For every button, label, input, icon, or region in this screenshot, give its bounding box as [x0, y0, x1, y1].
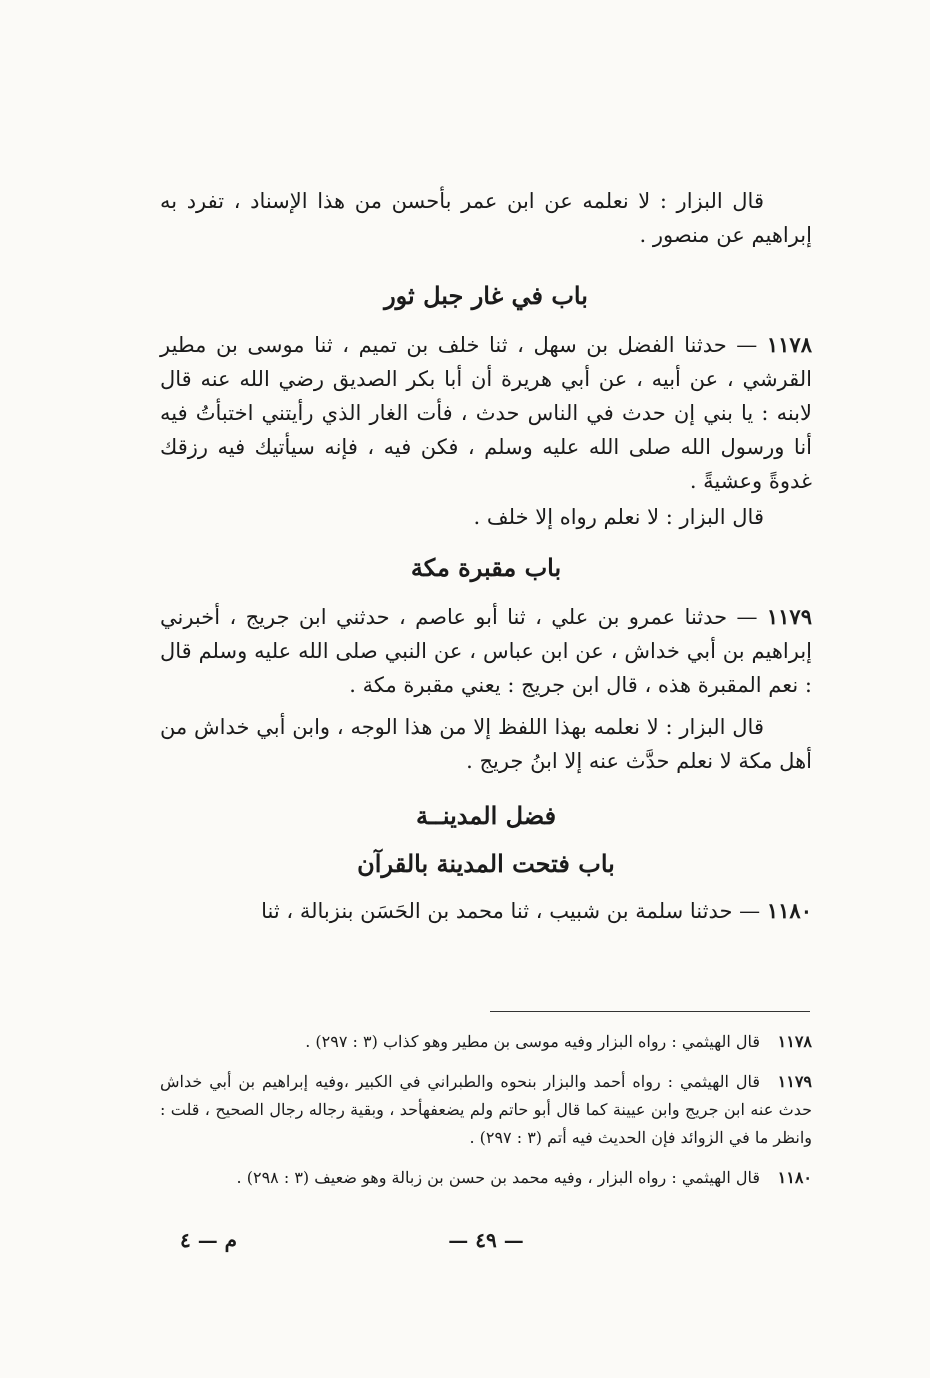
footnote: [160, 1164, 812, 1192]
section-heading: باب في غار جبل ثور: [384, 281, 588, 310]
paragraph: قال البزار : لا نعلم رواه إلا خلف .: [473, 505, 764, 529]
footnote-divider: [490, 1011, 810, 1012]
hadith-number: ١١٨٠: [766, 898, 812, 923]
footnote-text: قال الهيثمي : رواه البزار ، وفيه محمد بن حسن بن زبالة وهو ضعيف (٣ : ٢٩٨) .: [236, 1168, 760, 1187]
footnote-text: قال الهيثمي : رواه البزار وفيه موسى بن مطير وهو كذاب (٣ : ٢٩٧) .: [305, 1032, 760, 1051]
paragraph: قال البزار : لا نعلمه عن ابن عمر بأحسن من هذا الإسناد ، تفرد به إبراهيم عن منصور .: [160, 189, 812, 247]
chapter-heading: فضل المدينــة: [415, 801, 557, 830]
footnote: [160, 1028, 812, 1056]
main-text: [160, 184, 812, 928]
hadith-1180: [160, 894, 812, 928]
hadith-1179: [160, 600, 812, 702]
section-heading: باب فتحت المدينة بالقرآن: [357, 849, 615, 878]
paragraph: قال البزار : لا نعلمه بهذا اللفظ إلا من هذا الوجه ، وابن أبي خداش من أهل مكة لا نعلم حدَّث عنه إلا ابنُ جريج .: [160, 715, 812, 773]
footnote: [160, 1068, 812, 1152]
footnote-number: ١١٧٨: [777, 1032, 812, 1051]
signature-mark: م — ٤: [180, 1228, 238, 1252]
footnote-text: قال الهيثمي : رواه أحمد والبزار بنحوه والطبراني في الكبير ،وفيه إبراهيم بن أبي خداش حدث عنه ابن جريج وابن عيينة كما قال أبو حاتم ولم يضعفهأحد ، وبقية رجاله رجال الصحيح ، قلت : وانظر ما في الزوائد فإن الحديث فيه أتم (٣ : ٢٩٧) .: [160, 1072, 812, 1147]
hadith-text: — حدثنا سلمة بن شبيب ، ثنا محمد بن الحَسَن بنزبالة ، ثنا: [261, 899, 761, 923]
footnote-number: ١١٨٠: [777, 1168, 812, 1187]
footnote-number: ١١٧٩: [777, 1072, 812, 1091]
page-footer: [160, 1228, 812, 1258]
hadith-text: — حدثنا عمرو بن علي ، ثنا أبو عاصم ، حدثني ابن جريج ، أخبرني إبراهيم بن أبي خداش ، عن ابن عباس ، عن النبي صلى الله عليه وسلم قال : نعم المقبرة هذه ، قال ابن جريج : يعني مقبرة مكة .: [160, 605, 812, 697]
hadith-number: ١١٧٨: [766, 332, 812, 357]
section-heading: باب مقبرة مكة: [410, 553, 562, 582]
hadith-text: — حدثنا الفضل بن سهل ، ثنا خلف بن تميم ، ثنا موسى بن مطير القرشي ، عن أبيه ، عن أبي هريرة أن أبا بكر الصديق رضي الله عنه قال لابنه : يا بني إن حدث في الناس حدث ، فأت الغار الذي رأيتني اختبأتُ فيه أنا ورسول الله صلى الله عليه وسلم ، فكن فيه ، فإنه سيأتيك فيه رزقك غدوةً وعشيةً .: [160, 333, 812, 493]
hadith-1178: [160, 328, 812, 498]
footnotes: [160, 1028, 812, 1192]
hadith-number: ١١٧٩: [766, 604, 812, 629]
page-number: — ٤٩ —: [448, 1228, 524, 1252]
